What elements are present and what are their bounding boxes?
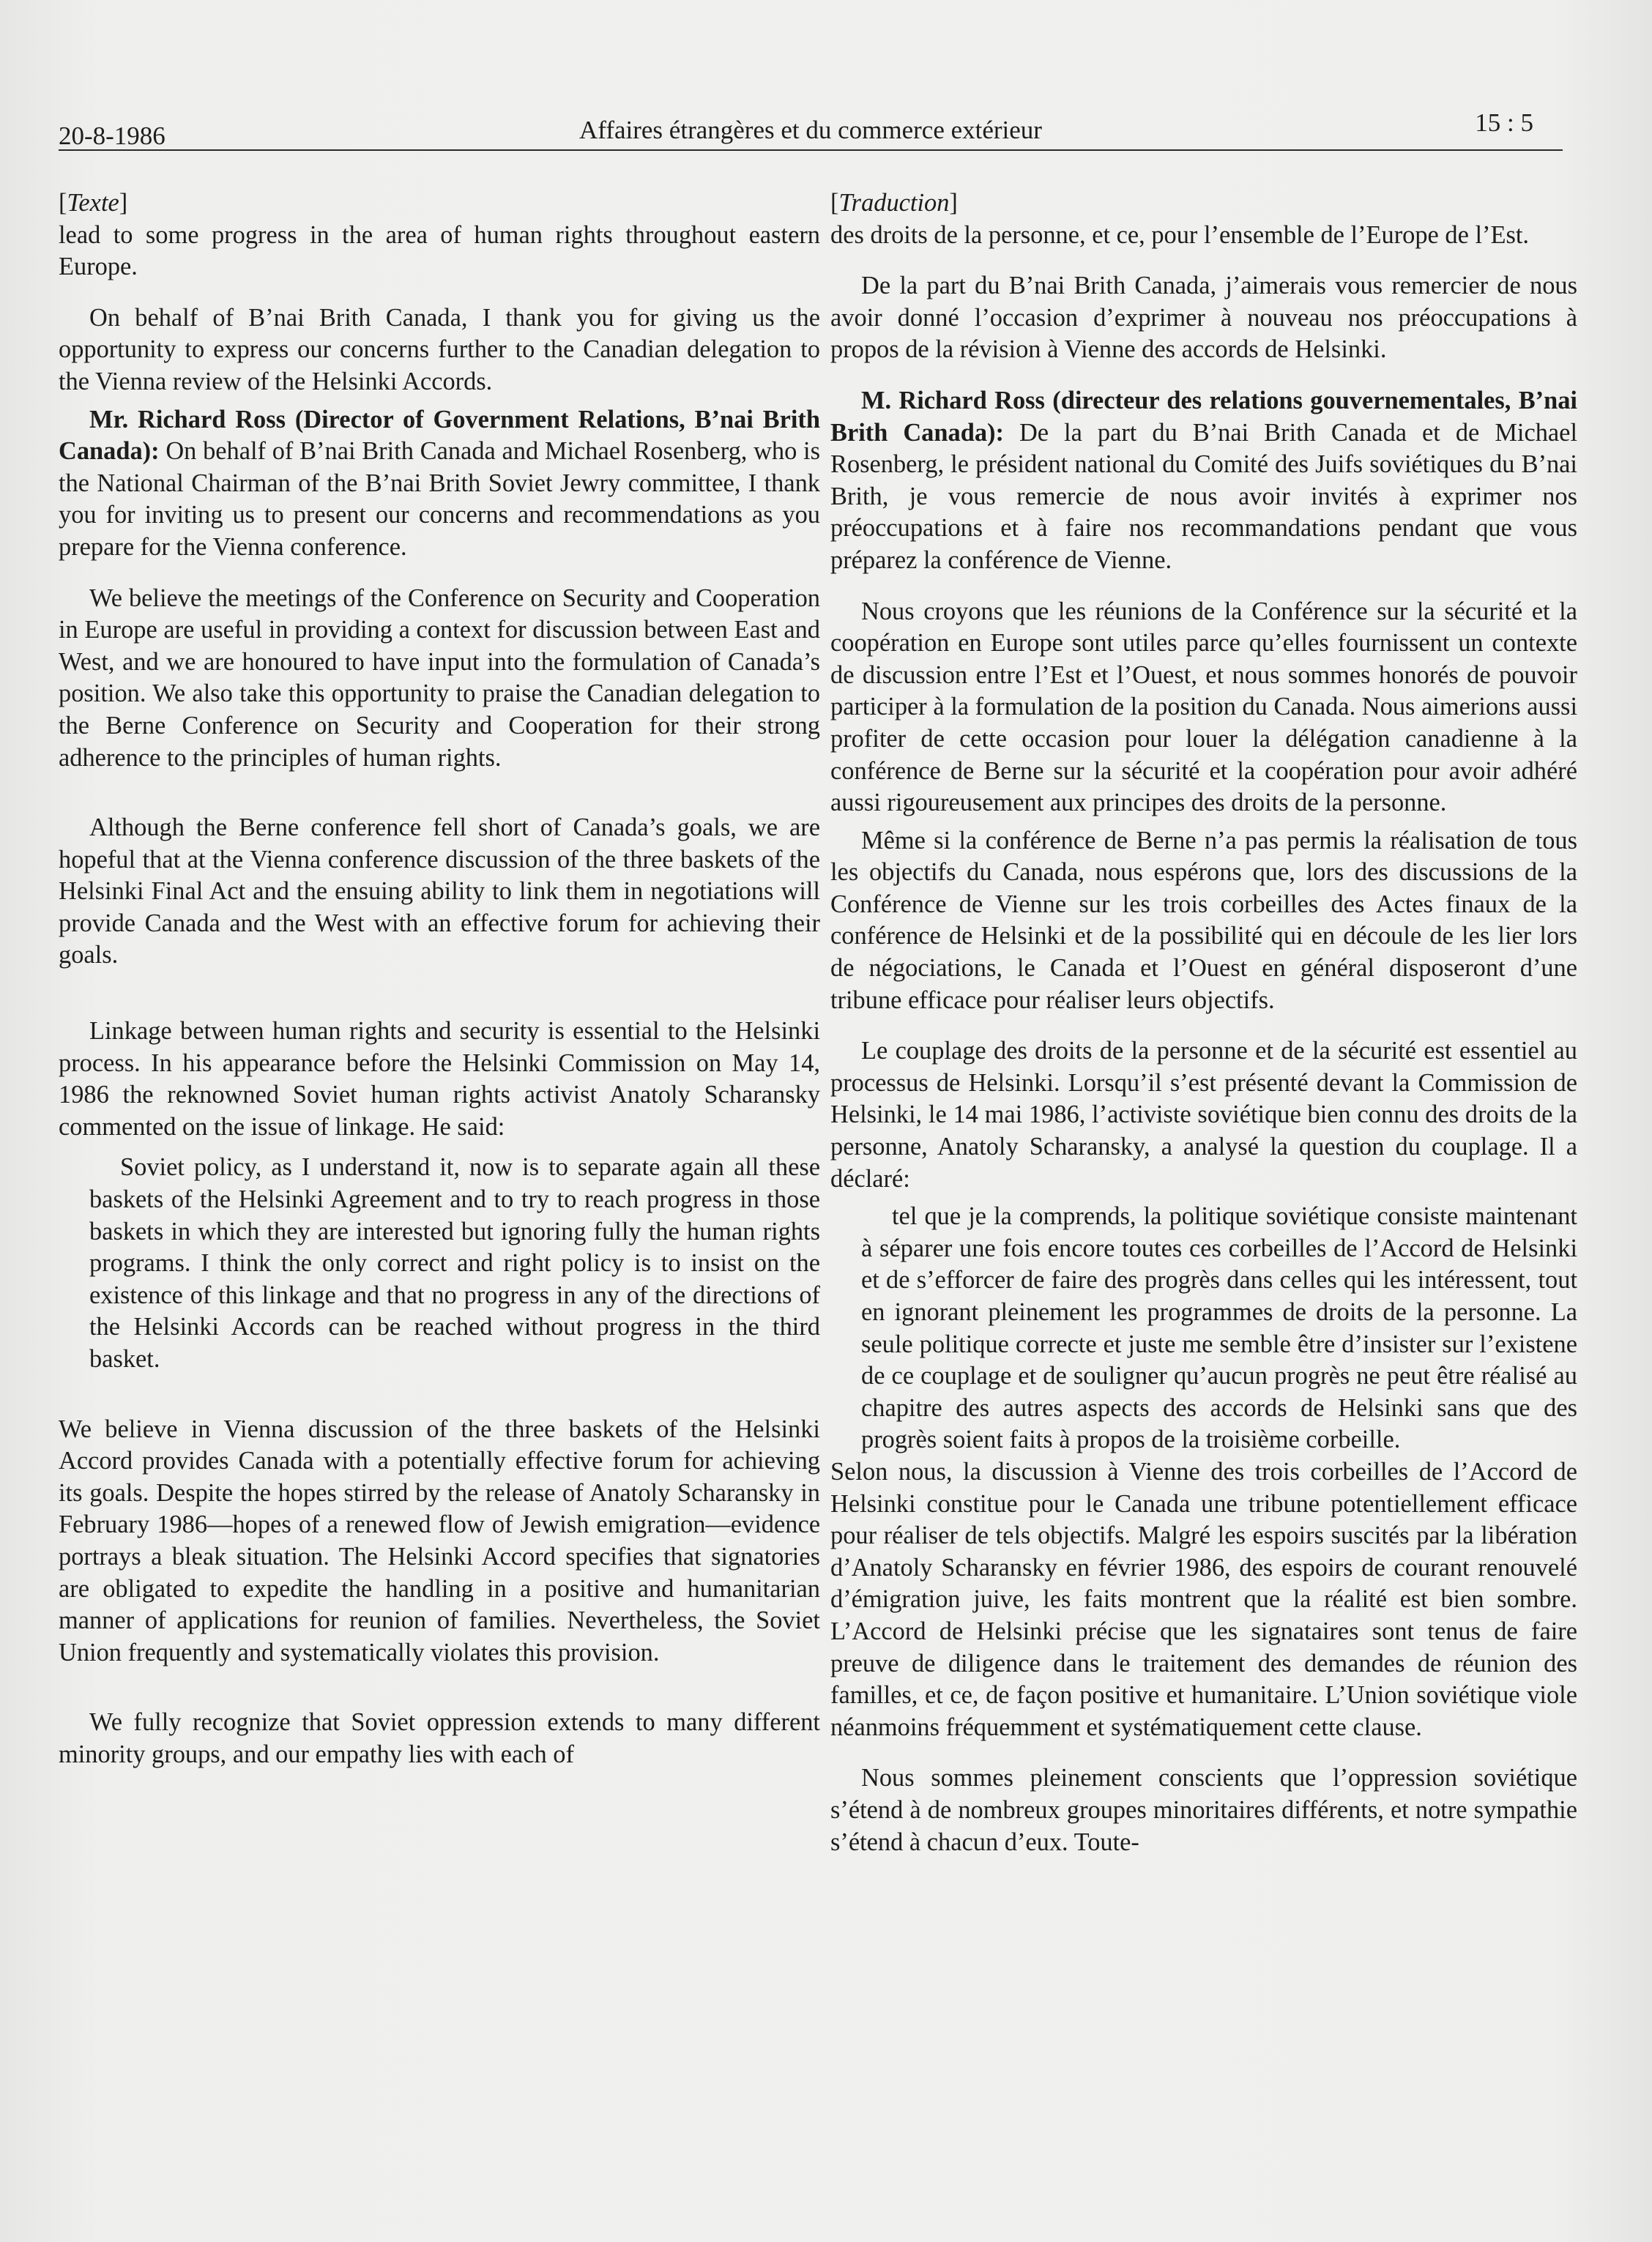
- speaker-paragraph: M. Richard Ross (directeur des relations gouvernementales, B’nai Brith Canada): De la part du B’nai Brith Canada et de Michael Rosenberg, le président national du Comité des Juifs soviétiques du B’nai Brith, je vous remercie de nous avoir invités à exprimer nos préoccupations et à faire nos recommandations pendant que vous préparez la conférence de Vienne.: [830, 386, 1578, 574]
- paragraph: De la part du B’nai Brith Canada, j’aimerais vous remercier de nous avoir donné l’occasion d’exprimer à nouveau nos préoccupations à propos de la révision à Vienne des accords de Helsinki.: [830, 272, 1577, 364]
- paragraph: lead to some progress in the area of human rights throughout eastern Europe.: [59, 220, 820, 281]
- speaker-name: M. Richard Ross (directeur des relations gouvernementales, B’nai Brith Canada):: [830, 386, 1577, 447]
- paragraph: Nous sommes pleinement conscients que l’oppression soviétique s’étend à de nombreux groupes minoritaires différents, et notre sympathie s’étend à chacun d’eux. Toute-: [830, 1764, 1577, 1856]
- speaker-paragraph: Mr. Richard Ross (Director of Government Relations, B’nai Brith Canada): On behalf of B’nai Brith Canada and Michael Rosenberg, who is the National Chairman of the B’nai Brith Soviet Jewry committee, I thank you for inviting us to present our concerns and recommendations as you prepare for the Vienna conference.: [59, 405, 820, 561]
- language-label: [Texte]: [59, 189, 128, 217]
- paragraph: Même si la conférence de Berne n’a pas permis la réalisation de tous les objectifs du Canada, nous espérons que, lors des discussions de la Conférence de Vienne sur les trois corbeilles des Actes finaux de la conférence de Helsinki et de la possibilité qui en découle de les lier lors de négociations, le Canada et l’Ouest en général disposeront d’une tribune efficace pour réaliser leurs objectifs.: [830, 826, 1577, 1014]
- header-date: 20-8-1986: [59, 122, 165, 150]
- paragraph: Le couplage des droits de la personne et de la sécurité est essentiel au processus de Helsinki. Lorsqu’il s’est présenté devant la Commission de Helsinki, le 14 mai 1986, l’activiste soviétique bien connu des droits de la personne, Anatoly Scharansky, a analysé la question du couplage. Il a déclaré:: [830, 1037, 1577, 1193]
- paragraph: We believe the meetings of the Conference on Security and Cooperation in Europe are useful in providing a context for discussion between East and West, and we are honoured to have input into the formulation of Canada’s position. We also take this opportunity to praise the Canadian delegation to the Berne Conference on Security and Cooperation for their strong adherence to the principles of human rights.: [59, 584, 820, 772]
- header-page-number: 15 : 5: [1475, 108, 1533, 137]
- page-header: [59, 108, 1563, 151]
- paragraph: Selon nous, la discussion à Vienne des trois corbeilles de l’Accord de Helsinki constitue pour le Canada une tribune potentiellement efficace pour réaliser de tels objectifs. Malgré les espoirs suscités par la libération d’Anatoly Scharansky en février 1986, des espoirs de courant renouvelé d’émigration juive, les faits montrent que la réalité est bien sombre. L’Accord de Helsinki précise que les signataires sont tenus de faire preuve de diligence dans le traitement des demandes de réunion des familles, et ce, de façon positive et humanitaire. L’Union soviétique viole néanmoins fréquemment et systématiquement cette clause.: [830, 1457, 1577, 1741]
- header-title: Affaires étrangères et du commerce extérieur: [579, 116, 1042, 144]
- language-label: [Traduction]: [830, 189, 958, 217]
- block-quote: Soviet policy, as I understand it, now is to separate again all these baskets of the Helsinki Agreement and to try to reach progress in those baskets in which they are interested but ignoring fully the human rights programs. I think the only correct and right policy is to insist on the existence of this linkage and that no progress in any of the directions of the Helsinki Accords can be reached without progress in the third basket.: [89, 1153, 820, 1373]
- paragraph: On behalf of B’nai Brith Canada, I thank you for giving us the opportunity to express our concerns further to the Canadian delegation to the Vienna review of the Helsinki Accords.: [59, 303, 820, 395]
- paragraph: Although the Berne conference fell short of Canada’s goals, we are hopeful that at the Vienna conference discussion of the three baskets of the Helsinki Final Act and the ensuing ability to link them in negotiations will provide Canada and the West with an effective forum for achieving their goals.: [59, 813, 820, 969]
- french-column: [830, 187, 1577, 1858]
- paragraph: We fully recognize that Soviet oppression extends to many different minority groups, and our empathy lies with each of: [59, 1708, 820, 1768]
- block-quote: tel que je la comprends, la politique soviétique consiste maintenant à séparer une fois encore toutes ces corbeilles de l’Accord de Helsinki et de s’efforcer de faire des progrès dans celles qui les intéressent, tout en ignorant pleinement les programmes de droits de la personne. La seule politique correcte et juste me semble être d’insister sur l’existene de ce couplage et de souligner qu’aucun progrès ne peut être réalisé au chapitre des autres aspects des accords de Helsinki sans que des progrès soient faits à propos de la troisième corbeille.: [861, 1202, 1577, 1454]
- paragraph: des droits de la personne, et ce, pour l’ensemble de l’Europe de l’Est.: [830, 220, 1530, 249]
- speaker-name: Mr. Richard Ross (Director of Government Relations, B’nai Brith Canada):: [59, 405, 820, 466]
- english-column: [59, 187, 820, 1771]
- paragraph: Linkage between human rights and security is essential to the Helsinki process. In his appearance before the Helsinki Commission on May 14, 1986 the reknowned Soviet human rights activist Anatoly Scharansky commented on the issue of linkage. He said:: [59, 1017, 820, 1141]
- paragraph: We believe in Vienna discussion of the three baskets of the Helsinki Accord provides Canada with a potentially effective forum for achieving its goals. Despite the hopes stirred by the release of Anatoly Scharansky in February 1986—hopes of a renewed flow of Jewish emigration—evidence portrays a bleak situation. The Helsinki Accord specifies that signatories are obligated to expedite the handling in a positive and humanitarian manner of applications for reunion of families. Nevertheless, the Soviet Union frequently and systematically violates this provision.: [59, 1415, 820, 1666]
- paragraph: Nous croyons que les réunions de la Conférence sur la sécurité et la coopération en Europe sont utiles parce qu’elles fournissent un contexte de discussion entre l’Est et l’Ouest, et nous sommes honorés de pouvoir participer à la formulation de la position du Canada. Nous aimerions aussi profiter de cette occasion pour louer la délégation canadienne à la conférence de Berne sur la sécurité et la coopération pour avoir adhéré aussi rigoureusement aux principes des droits de la personne.: [830, 597, 1577, 817]
